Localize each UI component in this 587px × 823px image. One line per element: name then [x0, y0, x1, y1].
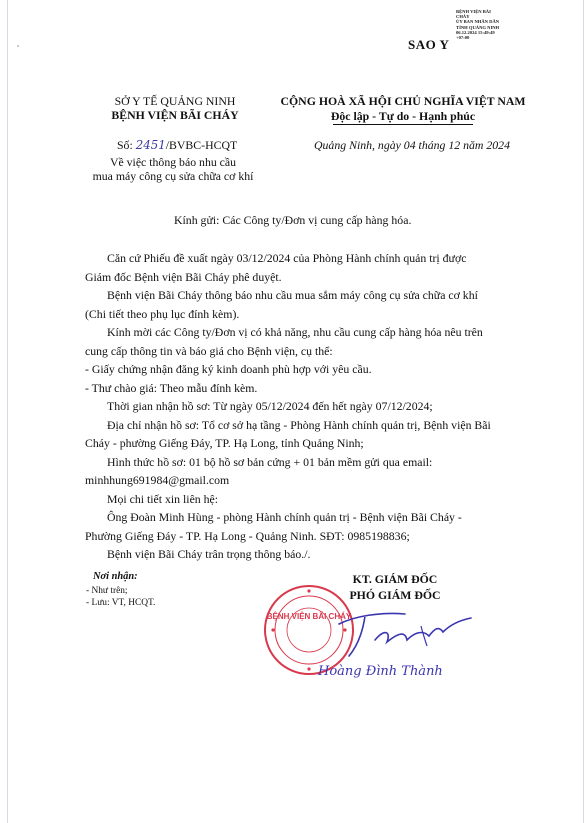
- seal-text: BỆNH VIỆN BÃI CHÁY: [266, 612, 352, 621]
- body-paragraph: Hình thức hồ sơ: 01 bộ hồ sơ bản cứng + 01 bản mềm gửi qua email:: [107, 454, 433, 469]
- body-paragraph: Phường Giếng Đáy - TP. Hạ Long - Quảng Ninh. SĐT: 0985198836;: [85, 528, 410, 543]
- signer-name: Hoàng Đình Thành: [318, 664, 443, 679]
- recipient-item: - Lưu: VT, HCQT.: [86, 598, 156, 608]
- copy-stamp-meta: [456, 9, 499, 40]
- scan-speck: [17, 45, 19, 47]
- body-paragraph: Kính mời các Công ty/Đơn vị có khả năng, nhu cầu cung cấp hàng hóa nêu trên: [107, 325, 483, 339]
- nation-title: CỘNG HOÀ XÃ HỘI CHỦ NGHĨA VIỆT NAM: [280, 94, 526, 108]
- signature-title-line: KT. GIÁM ĐỐC: [352, 572, 438, 586]
- body-paragraph: Thời gian nhận hồ sơ: Từ ngày 05/12/2024 đến hết ngày 07/12/2024;: [107, 399, 433, 413]
- document-number: [117, 138, 237, 153]
- document-number-suffix: /BVBC-HCQT: [165, 138, 238, 152]
- copy-stamp-line: ỦY BAN NHÂN DÂN: [456, 19, 500, 25]
- body-paragraph: Địa chỉ nhận hồ sơ: Tổ cơ sở hạ tầng - Phòng Hành chính quản trị, Bệnh viện Bãi: [107, 417, 491, 432]
- place-date: Quảng Ninh, ngày 04 tháng 12 năm 2024: [314, 138, 510, 152]
- department-name: SỞ Y TẾ QUẢNG NINH: [114, 94, 236, 108]
- handwritten-signature: [335, 606, 475, 666]
- copy-stamp-line: 06.12.2024 15:49:49: [456, 29, 495, 35]
- copy-stamp-line: +07:00: [456, 35, 470, 41]
- closing-line: Bệnh viện Bãi Cháy trân trọng thông báo./.: [107, 547, 311, 561]
- motto-underline: [333, 124, 473, 125]
- signature-title-line: PHÓ GIÁM ĐỐC: [349, 588, 441, 602]
- body-paragraph: cung cấp thông tin và báo giá cho Bệnh viện, cụ thể:: [85, 343, 333, 358]
- document-body: [85, 249, 540, 564]
- copy-stamp-line: BỆNH VIỆN BÃI: [456, 9, 491, 14]
- recipients-title: Nơi nhận:: [93, 571, 138, 582]
- page-edge-left: [7, 0, 8, 823]
- body-paragraph: Mọi chi tiết xin liên hệ:: [107, 491, 219, 506]
- copy-stamp-line: CHÁY: [456, 14, 470, 20]
- copy-stamp-label: SAO Y: [408, 37, 450, 52]
- body-paragraph: Bệnh viện Bãi Cháy thông báo nhu cầu mua sắm máy công cụ sửa chữa cơ khí: [107, 288, 478, 302]
- document-number-handwritten: 2451: [135, 138, 166, 152]
- recipient-item: - Như trên;: [86, 586, 128, 596]
- email-address: minhhung691984@gmail.com: [85, 473, 230, 487]
- hospital-name: BỆNH VIỆN BÃI CHÁY: [111, 108, 239, 122]
- body-paragraph: Cháy - phường Giếng Đáy, TP. Hạ Long, tỉnh Quảng Ninh;: [85, 436, 364, 450]
- body-paragraph: (Chi tiết theo phụ lục đính kèm).: [85, 306, 240, 321]
- list-item: - Giấy chứng nhận đăng ký kinh doanh phù hợp với yêu cầu.: [85, 362, 372, 376]
- subject-line: mua máy công cụ sửa chữa cơ khí: [92, 169, 254, 183]
- page-edge-right: [583, 0, 584, 823]
- copy-stamp-line: TỈNH QUẢNG NINH: [456, 24, 500, 30]
- recipient-line: Kính gửi: Các Công ty/Đơn vị cung cấp hàng hóa.: [174, 213, 412, 227]
- document-subject: [78, 155, 268, 183]
- national-motto: Độc lập - Tự do - Hạnh phúc: [330, 109, 476, 123]
- body-paragraph: Căn cứ Phiếu đề xuất ngày 03/12/2024 của Phòng Hành chính quản trị được: [107, 251, 467, 265]
- document-number-prefix: Số:: [117, 138, 133, 152]
- subject-line: Về việc thông báo nhu cầu: [109, 155, 237, 169]
- body-paragraph: Ông Đoàn Minh Hùng - phòng Hành chính quản trị - Bệnh viện Bãi Cháy -: [107, 510, 462, 524]
- body-paragraph: Giám đốc Bệnh viện Bãi Cháy phê duyệt.: [85, 269, 282, 284]
- list-item: - Thư chào giá: Theo mẫu đính kèm.: [85, 380, 258, 395]
